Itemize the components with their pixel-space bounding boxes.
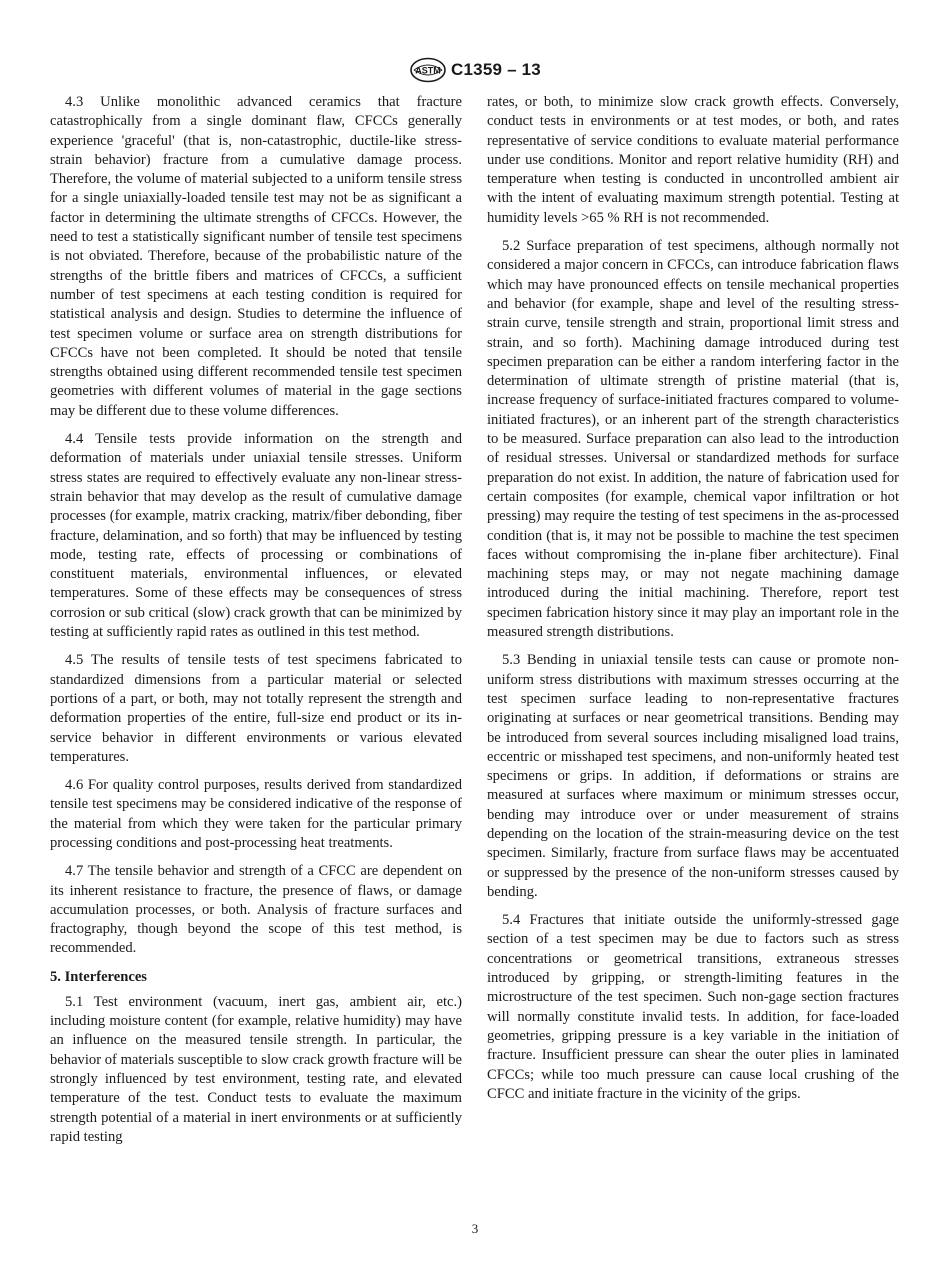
- paragraph-5-1: 5.1 Test environment (vacuum, inert gas, ambient air, etc.) including moisture content (for example, relative humidity) may have an influence on the measured tensile strength. In particular, the behavior of materials susceptible to slow crack growth fracture will be strongly influenced by test environment, testing rate, and elevated temperature of the test. Conduct tests to evaluate the maximum strength potential of a material in inert environments or at sufficiently rapid testing: [50, 993, 462, 1145]
- section-heading-interferences: 5. Interferences: [50, 968, 147, 985]
- paragraph-5-1-continued: rates, or both, to minimize slow crack growth effects. Conversely, conduct tests in environments or at test modes, or both, and rates representative of service conditions to evaluate material performance under use conditions. Monitor and report relative humidity (RH) and temperature when testing is conducted in uncontrolled ambient air with the intent of evaluating maximum strength potential. Testing at humidity levels >65 % RH is not recommended.: [487, 94, 899, 226]
- astm-logo-icon: [409, 57, 447, 83]
- right-column: [487, 93, 899, 1113]
- page-number: 3: [471, 1221, 479, 1236]
- paragraph-5-3: 5.3 Bending in uniaxial tensile tests can cause or promote non-uniform stress distributions with maximum stresses occurring at the test specimen surface leading to non-representative fractures originating at surfaces or near geometrical transitions. Bending may be introduced from several sources including misaligned load trains, eccentric or misshaped test specimens, and non-uniformly heated test specimens or grips. In addition, if deformations or strains are measured at surfaces where maximum or minimum stresses occur, bending may introduce over or under measurement of strains depending on the location of the strain-measuring device on the test specimen. Similarly, fracture from surface flaws may be accentuated or suppressed by the presence of the non-uniform stresses caused by bending.: [487, 652, 899, 900]
- paragraph-4-5: 4.5 The results of tensile tests of test specimens fabricated to standardized dimensions from a particular material or selected portions of a part, or both, may not totally represent the strength and deformation properties of the entire, full-size end product or its in-service behavior in different environments or various elevated temperatures.: [50, 652, 462, 765]
- left-column: [50, 93, 462, 1156]
- paragraph-4-6: 4.6 For quality control purposes, results derived from standardized tensile test specimens may be considered indicative of the response of the material from which they were taken for the particular primary processing conditions and post-processing heat treatments.: [50, 777, 462, 851]
- paragraph-4-4: 4.4 Tensile tests provide information on the strength and deformation of materials under uniaxial tensile stresses. Uniform stress states are required to effectively evaluate any non-linear stress-strain behavior that may develop as the result of cumulative damage processes (for example, matrix cracking, matrix/fiber debonding, fiber fracture, delamination, and so forth) that may be influenced by testing mode, testing rate, effects of processing or combinations of constituent materials, environmental influences, or elevated temperatures. Some of these effects may be consequences of stress corrosion or sub critical (slow) crack growth that can be minimized by testing at sufficiently rapid rates as outlined in this test method.: [50, 431, 462, 641]
- paragraph-4-7: 4.7 The tensile behavior and strength of a CFCC are dependent on its inherent resistance to fracture, the presence of flaws, or damage accumulation processes, or both. Analysis of fracture surfaces and fractography, though beyond the scope of this test method, is recommended.: [50, 863, 462, 957]
- document-designation: C1359 – 13: [451, 60, 541, 79]
- paragraph-4-3: 4.3 Unlike monolithic advanced ceramics that fracture catastrophically from a single dominant flaw, CFCCs generally experience 'graceful' (that is, non-catastrophic, ductile-like stress-strain behavior) fracture from a cumulative damage process. Therefore, the volume of material subjected to a uniform tensile stress for a single uniaxially-loaded tensile test may not be as significant a factor in determining the ultimate strengths of CFCCs. However, the need to test a statistically significant number of tensile test specimens is not obviated. Therefore, because of the probabilistic nature of the strengths of the brittle fibers and matrices of CFCCs, a sufficient number of test specimens at each testing condition is required for statistical analysis and design. Studies to determine the influence of test specimen volume or surface area on strength distributions for CFCCs have not been completed. It should be noted that tensile strengths obtained using different recommended tensile test specimen geometries with different volumes of material in the gage sections may be different due to these volume differences.: [50, 94, 462, 419]
- paragraph-5-2: 5.2 Surface preparation of test specimens, although normally not considered a major concern in CFCCs, can introduce fabrication flaws which may have pronounced effects on tensile mechanical properties and behavior (for example, shape and level of the resulting stress-strain curve, tensile strength and strain, proportional limit stress and strain, and so forth). Machining damage introduced during test specimen preparation can be either a random interfering factor in the determination of ultimate strength of pristine material (that is, increase frequency of surface-initiated fractures compared to volume-initiated fractures), or an inherent part of the strength characteristics to be measured. Surface preparation can also lead to the introduction of residual stresses. Universal or standardized methods for surface preparation do not exist. In addition, the nature of fabrication used for certain composites (for example, chemical vapor infiltration or hot pressing) may require the testing of test specimens in the as-processed condition (that is, it may not be possible to machine the test specimen faces without compromising the in-plane fiber architecture). Final machining steps may, or may not negate machining damage introduced during the initial machining. Therefore, report test specimen fabrication history since it may play an important role in the measured strength distributions.: [487, 238, 899, 641]
- logo-lettering: ASTM: [415, 65, 441, 76]
- page-header: [0, 56, 950, 84]
- paragraph-5-4: 5.4 Fractures that initiate outside the uniformly-stressed gage section of a test specimen may be due to factors such as stress concentrations or geometrical transitions, extraneous stresses introduced by gripping, or strength-limiting features in the microstructure of the test specimen. Such non-gage section fractures will normally constitute invalid tests. In addition, for face-loaded geometries, gripping pressure is a key variable in the initiation of fracture. Insufficient pressure can shear the outer plies in laminated CFCCs; while too much pressure can cause local crushing of the CFCC and initiate fracture in the vicinity of the grips.: [487, 912, 899, 1102]
